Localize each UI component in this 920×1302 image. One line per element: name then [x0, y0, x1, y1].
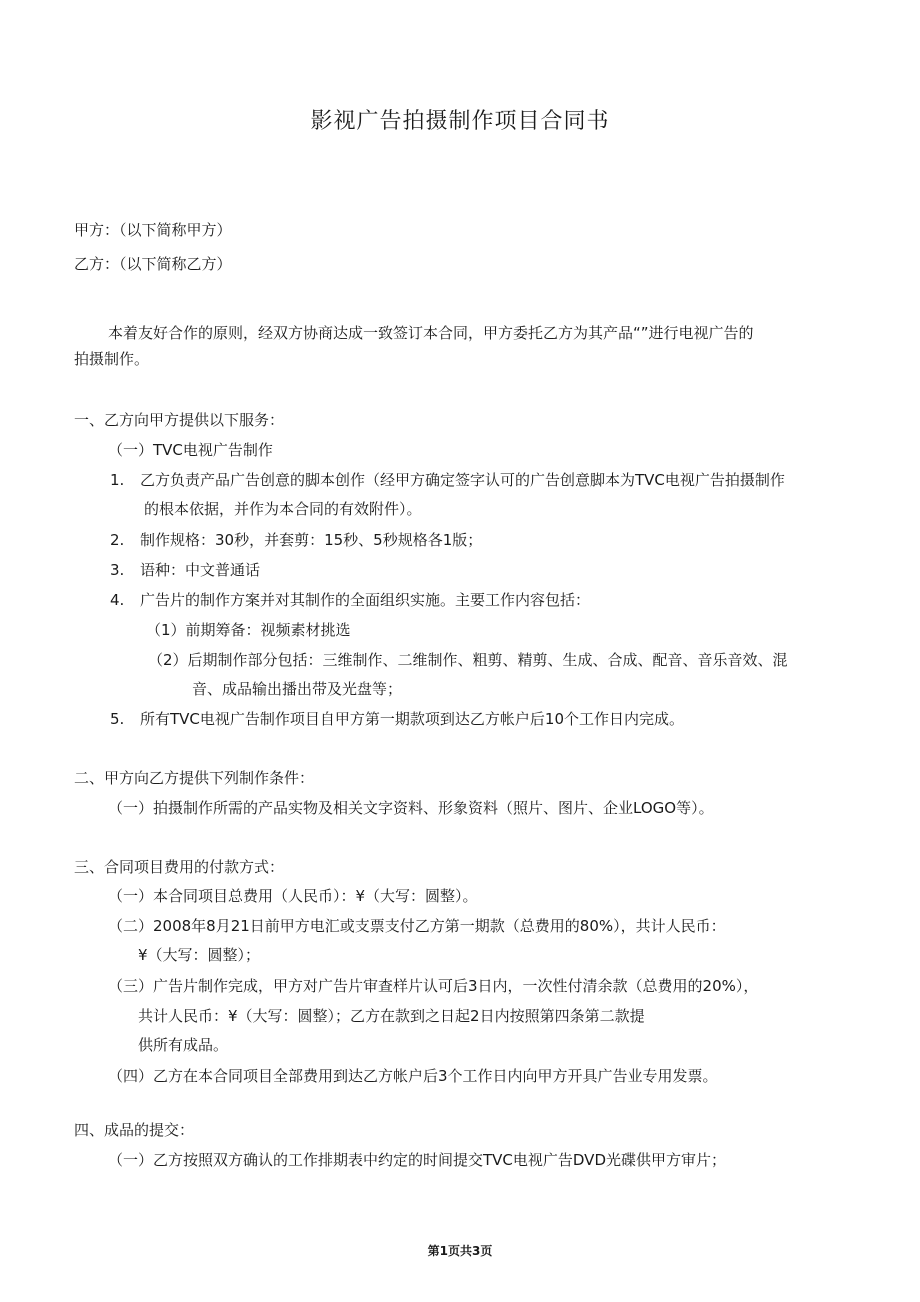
item-2-text: 制作规格：30秒，并套剪：15秒、5秒规格各1版； — [140, 531, 483, 549]
item-1-line-2: 的根本依据，并作为本合同的有效附件）。 — [144, 500, 422, 518]
section-4-heading: 四、成品的提交： — [74, 1121, 195, 1139]
section-3-item-1: （一）本合同项目总费用（人民币）：¥（大写：圆整）。 — [108, 887, 478, 905]
section-4-item-1: （一）乙方按照双方确认的工作排期表中约定的时间提交TVC电视广告DVD光碟供甲方审片； — [108, 1151, 726, 1169]
section-3-item-4: （四）乙方在本合同项目全部费用到达乙方帐户后3个工作日内向甲方开具广告业专用发票。 — [108, 1067, 718, 1085]
page-title: 影视广告拍摄制作项目合同书 — [310, 109, 610, 134]
item-5-number: 5. — [110, 710, 125, 728]
item-4-sub-2-line-1: （2）后期制作部分包括：三维制作、二维制作、粗剪、精剪、生成、合成、配音、音乐音效、混 — [148, 651, 788, 669]
item-3-number: 3. — [110, 561, 125, 579]
section-1-subheading: （一）TVC电视广告制作 — [108, 441, 273, 459]
section-3-item-2-line-2: ¥（大写：圆整）； — [138, 946, 261, 964]
item-1-line-1: 乙方负责产品广告创意的脚本创作（经甲方确定签字认可的广告创意脚本为TVC电视广告拍摄制作 — [140, 471, 785, 489]
party-a-line: 甲方：（以下简称甲方） — [74, 221, 232, 239]
section-3-item-3-line-1: （三）广告片制作完成，甲方对广告片审查样片认可后3日内，一次性付清余款（总费用的20%）， — [108, 977, 759, 995]
item-4-sub-2-line-2: 音、成品输出播出带及光盘等； — [192, 680, 403, 698]
section-2-heading: 二、甲方向乙方提供下列制作条件： — [74, 769, 315, 787]
item-4-number: 4. — [110, 591, 125, 609]
intro-line-1: 本着友好合作的原则，经双方协商达成一致签订本合同，甲方委托乙方为其产品“”进行电视广告的 — [108, 324, 754, 342]
item-4-sub-1: （1）前期筹备：视频素材挑选 — [146, 621, 351, 639]
page-footer: 第1页共3页 — [427, 1244, 493, 1258]
section-3-item-2-line-1: （二）2008年8月21日前甲方电汇或支票支付乙方第一期款（总费用的80%），共计人民币： — [108, 917, 726, 935]
item-2-number: 2. — [110, 531, 125, 549]
party-b-line: 乙方：（以下简称乙方） — [74, 255, 232, 273]
intro-line-2: 拍摄制作。 — [74, 350, 150, 368]
section-1-heading: 一、乙方向甲方提供以下服务： — [74, 411, 285, 429]
section-3-item-3-line-3: 供所有成品。 — [138, 1036, 229, 1054]
section-3-heading: 三、合同项目费用的付款方式： — [74, 858, 285, 876]
item-1-number: 1. — [110, 471, 125, 489]
section-2-item-1: （一）拍摄制作所需的产品实物及相关文字资料、形象资料（照片、图片、企业LOGO等）。 — [108, 799, 714, 817]
item-4-text: 广告片的制作方案并对其制作的全面组织实施。主要工作内容包括： — [140, 591, 591, 609]
section-3-item-3-line-2: 共计人民币：¥（大写：圆整）；乙方在款到之日起2日内按照第四条第二款提 — [138, 1007, 645, 1025]
item-5-text: 所有TVC电视广告制作项目自甲方第一期款项到达乙方帐户后10个工作日内完成。 — [140, 710, 684, 728]
item-3-text: 语种：中文普通话 — [140, 561, 261, 579]
